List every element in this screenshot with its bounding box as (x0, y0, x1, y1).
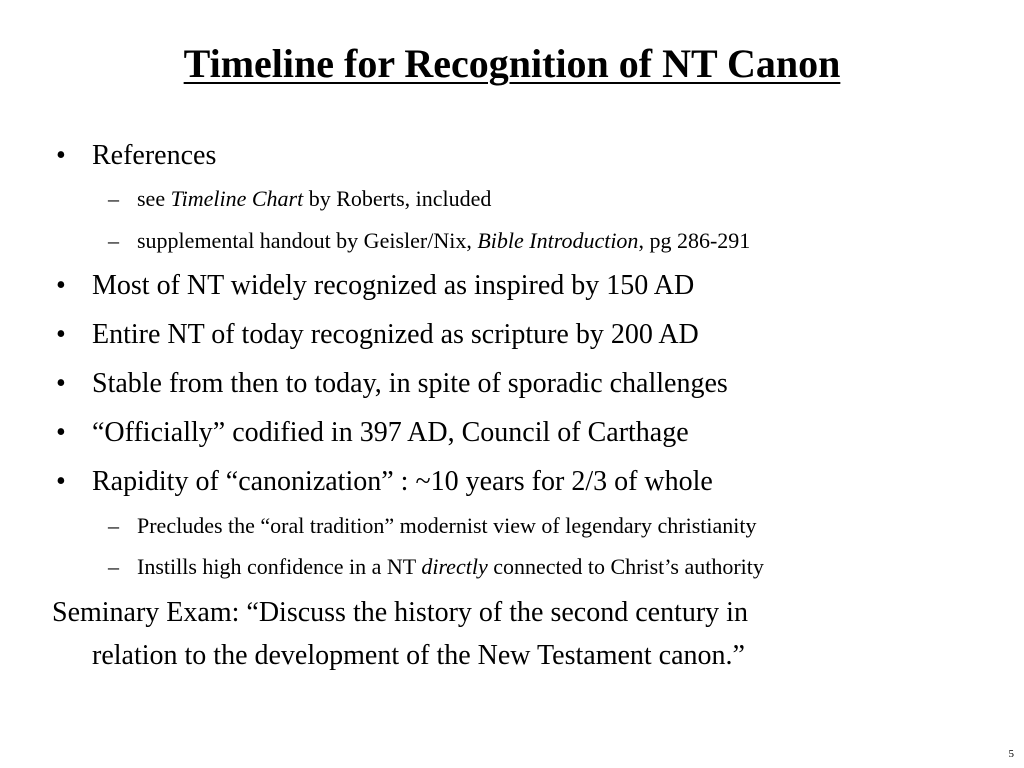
slide-title: Timeline for Recognition of NT Canon (183, 41, 841, 86)
bullet-icon: • (56, 319, 66, 350)
bullet-icon: • (56, 368, 66, 399)
sub-bullet-text: Precludes the “oral tradition” modernist view of legendary christianity (137, 513, 757, 538)
bullet-icon: • (56, 466, 66, 497)
dash-icon: – (108, 554, 119, 579)
page-number: 5 (1008, 748, 1014, 760)
bullet-text: Most of NT widely recognized as inspired by 150 AD (92, 270, 695, 301)
bullet-icon: • (56, 417, 66, 448)
sub-bullet-text: supplemental handout by Geisler/Nix, Bible Introduction, pg 286-291 (137, 228, 751, 253)
bullet-icon: • (56, 140, 66, 171)
bullet-text: “Officially” codified in 397 AD, Council of Carthage (92, 417, 689, 448)
bullet-text: Stable from then to today, in spite of sporadic challenges (92, 368, 728, 399)
bullet-text: References (92, 140, 217, 171)
sub-bullet-text: see Timeline Chart by Roberts, included (137, 186, 492, 211)
exam-line-1: Seminary Exam: “Discuss the history of the second century in (52, 597, 748, 628)
bullet-text: Rapidity of “canonization” : ~10 years for 2/3 of whole (92, 466, 713, 497)
sub-bullet-text: Instills high confidence in a NT directly connected to Christ’s authority (137, 554, 764, 579)
dash-icon: – (108, 228, 119, 253)
bullet-text: Entire NT of today recognized as scripture by 200 AD (92, 319, 699, 350)
bullet-icon: • (56, 270, 66, 301)
dash-icon: – (108, 513, 119, 538)
exam-line-2: relation to the development of the New Testament canon.” (92, 640, 745, 671)
dash-icon: – (108, 186, 119, 211)
